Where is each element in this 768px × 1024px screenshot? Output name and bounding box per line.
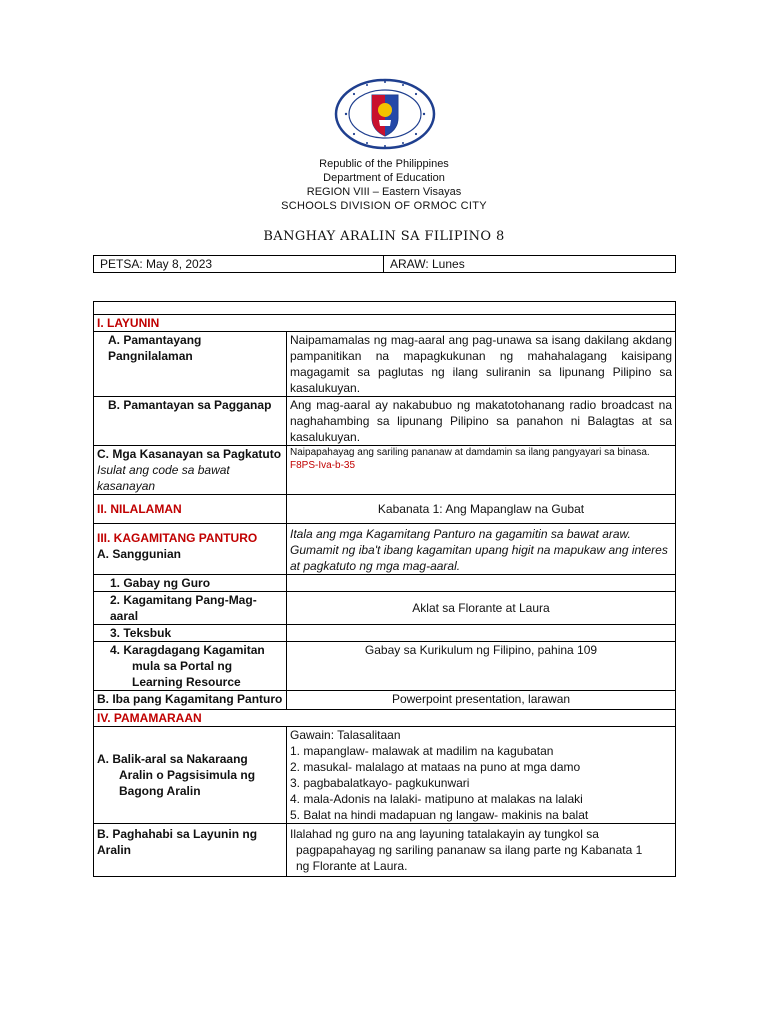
- day-cell: ARAW: Lunes: [384, 256, 676, 273]
- kasanayan-text-cell: [287, 446, 676, 495]
- sanggunian-label: A. Sanggunian: [97, 547, 181, 561]
- balik-aral-label: A. Balik-aral sa Nakaraang: [97, 752, 248, 766]
- karagdagang-portal-label: mula sa Portal ng: [132, 659, 233, 673]
- kasanayan-note: Isulat ang code sa bawat kasanayan: [97, 463, 230, 493]
- kasanayan-label-cell: [94, 446, 287, 495]
- karagdagang-kagamitan-label-cell: [94, 642, 287, 691]
- karagdagang-kagamitan-value: Gabay sa Kurikulum ng Filipino, pahina 109: [287, 642, 676, 691]
- nilalaman-value: Kabanata 1: Ang Mapanglaw na Gubat: [287, 495, 676, 524]
- header-republic: Republic of the Philippines: [319, 158, 449, 170]
- talasalitaan-item: 1. mapanglaw- malawak at madilim na kagubatan: [290, 744, 554, 758]
- karagdagang-lr-label: Learning Resource: [132, 675, 241, 689]
- kasanayan-code: F8PS-Iva-b-35: [290, 460, 356, 471]
- blank-row: [94, 302, 676, 315]
- paghahabi-line: Ilalahad ng guro na ang layuning tatalakayin ay tungkol sa: [290, 827, 599, 841]
- nilalaman-row: [94, 495, 676, 524]
- nilalaman-heading: II. NILALAMAN: [94, 495, 287, 524]
- talasalitaan-item: 4. mala-Adonis na lalaki- matipuno at malakas na lalaki: [290, 792, 583, 806]
- kasanayan-text: Naipapahayag ang sariling pananaw at damdamin sa ilang pangyayari sa binasa.: [290, 447, 650, 458]
- paghahabi-label: B. Paghahabi sa Layunin ng Aralin: [94, 824, 287, 877]
- date-table: [93, 255, 676, 273]
- pamantayan-pagganap-row: [94, 397, 676, 446]
- header-department: Department of Education: [323, 172, 445, 184]
- pamantayang-pangnilalaman-label: A. Pamantayang Pangnilalaman: [94, 332, 287, 397]
- teksbuk-row: [94, 625, 676, 642]
- date-cell: PETSA: May 8, 2023: [94, 256, 384, 273]
- paghahabi-content: [287, 824, 676, 877]
- sanggunian-row: [94, 524, 676, 575]
- pamantayang-pangnilalaman-text: Naipamamalas ng mag-aaral ang pag-unawa sa isang dakilang akdang pampanitikan na mapagkukunan ng mahahalagang kaisipang magagamit sa paglutas ng ilang suliranin sa lipunang Pilipino sa kasalukuyan.: [287, 332, 676, 397]
- gabay-guro-row: [94, 575, 676, 592]
- iba-pang-kagamitan-label: B. Iba pang Kagamitang Panturo: [94, 691, 287, 710]
- balik-aral-label-2: Aralin o Pagsisimula ng: [119, 768, 256, 782]
- layunin-heading: I. LAYUNIN: [94, 315, 676, 332]
- kagamitan-heading: III. KAGAMITANG PANTURO: [97, 531, 258, 545]
- pamantayang-pangnilalaman-row: [94, 332, 676, 397]
- deped-seal-logo: [334, 78, 436, 150]
- header-region: REGION VIII – Eastern Visayas: [306, 186, 462, 198]
- paghahabi-line: pagpapahayag ng sariling pananaw sa ilang parte ng Kabanata 1: [296, 843, 643, 857]
- talasalitaan-item: 3. pagbabalatkayo- pagkukunwari: [290, 776, 470, 790]
- kagamitang-mag-aaral-row: [94, 592, 676, 625]
- gabay-guro-label: 1. Gabay ng Guro: [94, 575, 287, 592]
- lesson-plan-table: [93, 301, 676, 877]
- kagamitang-mag-aaral-label: 2. Kagamitang Pang-Mag-aaral: [94, 592, 287, 625]
- karagdagang-kagamitan-row: [94, 642, 676, 691]
- layunin-heading-row: [94, 315, 676, 332]
- sanggunian-text: Itala ang mga Kagamitang Panturo na gagamitin sa bawat araw. Gumamit ng iba't ibang kagamitan upang higit na mapukaw ang interes at pagkatuto ng mga mag-aaral.: [287, 524, 676, 575]
- kasanayan-label: C. Mga Kasanayan sa Pagkatuto: [97, 447, 282, 461]
- pamantayan-pagganap-label: B. Pamantayan sa Pagganap: [94, 397, 287, 446]
- pamantayan-pagganap-text: Ang mag-aaral ay nakabubuo ng makatotohanang radio broadcast na naghahambing sa lipunang Pilipino sa panahon ni Balagtas at sa kasalukuyan.: [287, 397, 676, 446]
- teksbuk-label: 3. Teksbuk: [94, 625, 287, 642]
- karagdagang-kagamitan-label: 4. Karagdagang Kagamitan: [110, 643, 265, 657]
- kagamitang-mag-aaral-value: Aklat sa Florante at Laura: [287, 592, 676, 625]
- balik-aral-label-3: Bagong Aralin: [119, 784, 201, 798]
- kasanayan-row: [94, 446, 676, 495]
- talasalitaan-item: 2. masukal- malalago at mataas na puno at mga damo: [290, 760, 581, 774]
- document-title: BANGHAY ARALIN SA FILIPINO 8: [263, 229, 505, 244]
- teksbuk-value: [287, 625, 676, 642]
- balik-aral-content: [287, 727, 676, 824]
- header-division: SCHOOLS DIVISION OF ORMOC CITY: [281, 200, 487, 212]
- kagamitan-label-cell: [94, 524, 287, 575]
- iba-pang-kagamitan-row: [94, 691, 676, 710]
- gabay-guro-value: [287, 575, 676, 592]
- balik-aral-label-cell: [94, 727, 287, 824]
- paghahabi-line: ng Florante at Laura.: [296, 859, 408, 873]
- iba-pang-kagamitan-value: Powerpoint presentation, larawan: [287, 691, 676, 710]
- balik-aral-row: [94, 727, 676, 824]
- pamamaraan-heading: IV. PAMAMARAAN: [94, 710, 676, 727]
- gawain-title: Gawain: Talasalitaan: [290, 728, 401, 742]
- paghahabi-row: [94, 824, 676, 877]
- pamamaraan-heading-row: [94, 710, 676, 727]
- talasalitaan-item: 5. Balat na hindi madapuan ng langaw- makinis na balat: [290, 808, 589, 822]
